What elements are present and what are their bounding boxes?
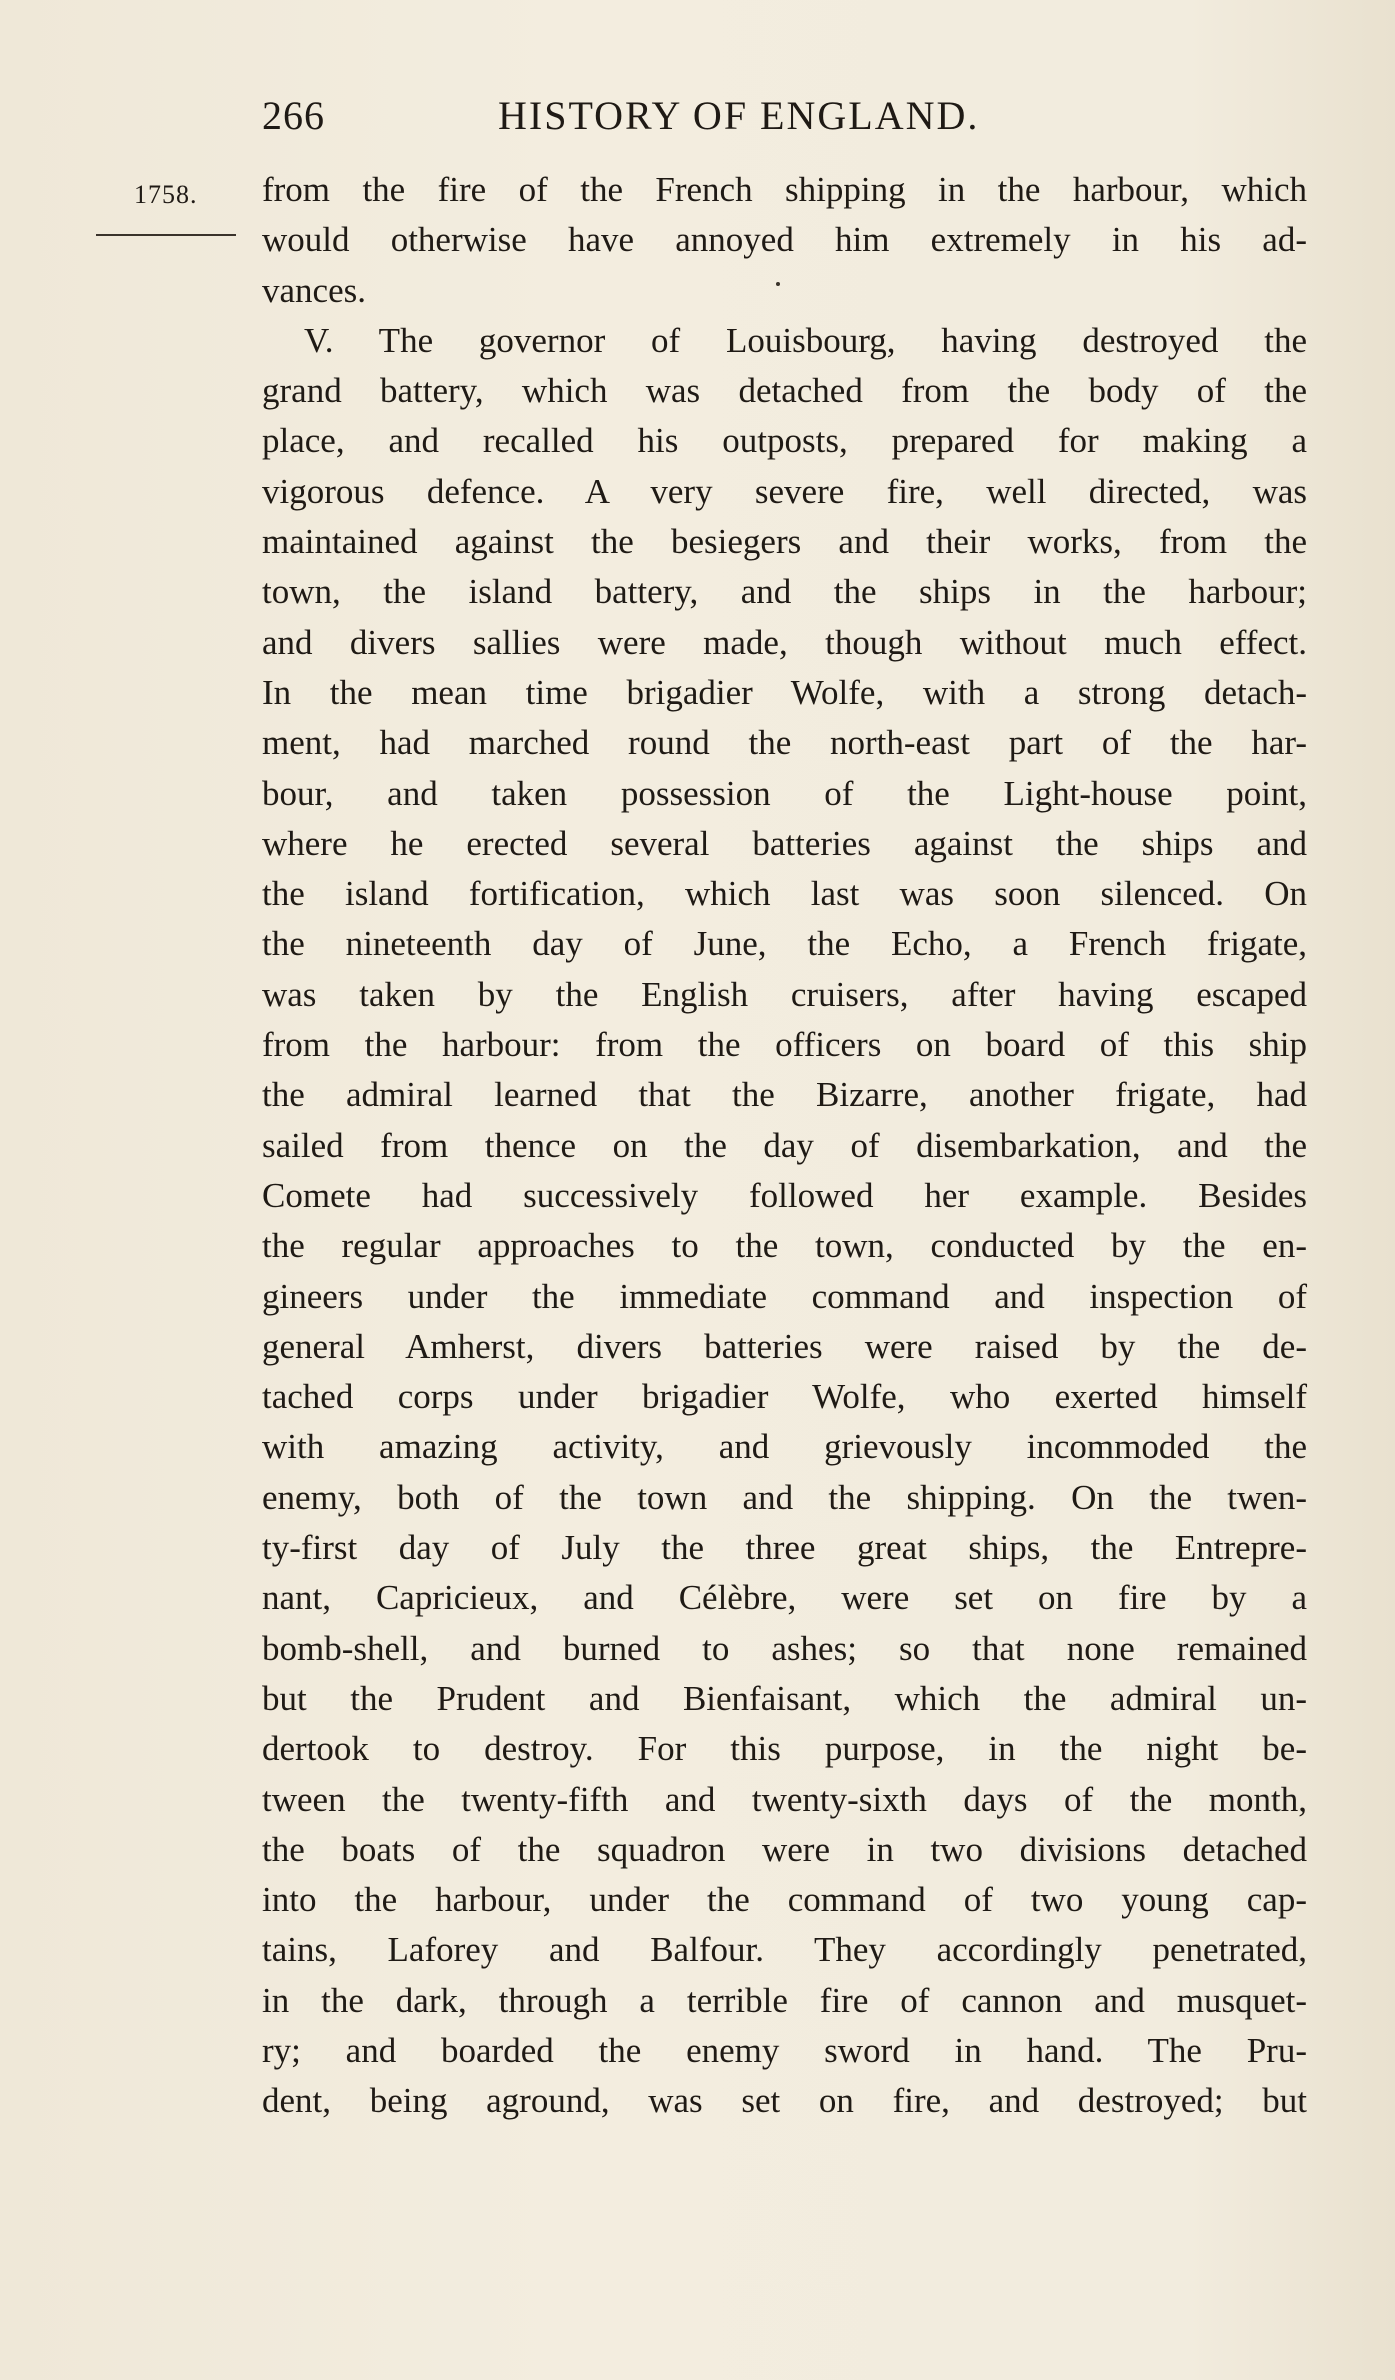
text-line: enemy, both of the town and the shipping. On the twen- bbox=[262, 1477, 1307, 1517]
text-line: sailed from thence on the day of disembarkation, and the bbox=[262, 1125, 1307, 1165]
text-line: town, the island battery, and the ships in the harbour; bbox=[262, 572, 1307, 612]
text-line: from the fire of the French shipping in the harbour, which bbox=[262, 170, 1307, 209]
text-line: tween the twenty-fifth and twenty-sixth days of the month, bbox=[262, 1779, 1307, 1819]
text-line: dent, being aground, was set on fire, and destroyed; but bbox=[262, 2081, 1307, 2121]
text-line: where he erected several batteries against the ships and bbox=[262, 823, 1307, 863]
text-line: vigorous defence. A very severe fire, well directed, was bbox=[262, 471, 1307, 511]
text-line: and divers sallies were made, though without much effect. bbox=[262, 622, 1307, 662]
paragraph-start-line: V. The governor of Louisbourg, having destroyed the bbox=[304, 320, 1307, 360]
margin-year-note: 1758. bbox=[134, 180, 198, 209]
text-line: bour, and taken possession of the Light-house point, bbox=[262, 773, 1307, 813]
text-line: the nineteenth day of June, the Echo, a French frigate, bbox=[262, 924, 1307, 964]
text-line: Comete had successively followed her example. Besides bbox=[262, 1175, 1307, 1215]
text-line: was taken by the English cruisers, after having escaped bbox=[262, 974, 1307, 1014]
margin-rule bbox=[96, 234, 236, 236]
text-line: maintained against the besiegers and their works, from the bbox=[262, 522, 1307, 562]
text-line: from the harbour: from the officers on board of this ship bbox=[262, 1025, 1307, 1065]
text-line: gineers under the immediate command and inspection of bbox=[262, 1276, 1307, 1316]
text-line: would otherwise have annoyed him extremely in his ad- bbox=[262, 220, 1307, 260]
text-line: tached corps under brigadier Wolfe, who exerted himself bbox=[262, 1377, 1307, 1417]
page-number: 266 bbox=[262, 93, 325, 138]
text-line: ment, had marched round the north-east part of the har- bbox=[262, 723, 1307, 763]
text-line: into the harbour, under the command of two young cap- bbox=[262, 1880, 1307, 1920]
text-line: the regular approaches to the town, conducted by the en- bbox=[262, 1226, 1307, 1266]
text-line: dertook to destroy. For this purpose, in the night be- bbox=[262, 1729, 1307, 1769]
text-line: with amazing activity, and grievously incommoded the bbox=[262, 1427, 1307, 1467]
text-line: nant, Capricieux, and Célèbre, were set on fire by a bbox=[262, 1578, 1307, 1618]
text-line: in the dark, through a terrible fire of cannon and musquet- bbox=[262, 1980, 1307, 2020]
text-line: ty-first day of July the three great ships, the Entrepre- bbox=[262, 1528, 1307, 1568]
text-line: vances. bbox=[262, 270, 366, 310]
text-line: grand battery, which was detached from the body of the bbox=[262, 371, 1307, 411]
text-line: ry; and boarded the enemy sword in hand. The Pru- bbox=[262, 2030, 1307, 2070]
text-line: the boats of the squadron were in two divisions detached bbox=[262, 1829, 1307, 1869]
text-line: In the mean time brigadier Wolfe, with a strong detach- bbox=[262, 672, 1307, 712]
running-title: HISTORY OF ENGLAND. bbox=[498, 93, 980, 138]
text-line: general Amherst, divers batteries were raised by the de- bbox=[262, 1326, 1307, 1366]
text-line: place, and recalled his outposts, prepared for making a bbox=[262, 421, 1307, 461]
text-line: the admiral learned that the Bizarre, another frigate, had bbox=[262, 1075, 1307, 1115]
text-line: but the Prudent and Bienfaisant, which the admiral un- bbox=[262, 1678, 1307, 1718]
body-text bbox=[262, 165, 1307, 2127]
text-line: bomb-shell, and burned to ashes; so that none remained bbox=[262, 1628, 1307, 1668]
text-line: tains, Laforey and Balfour. They accordingly penetrated, bbox=[262, 1930, 1307, 1970]
text-line: the island fortification, which last was soon silenced. On bbox=[262, 874, 1307, 914]
